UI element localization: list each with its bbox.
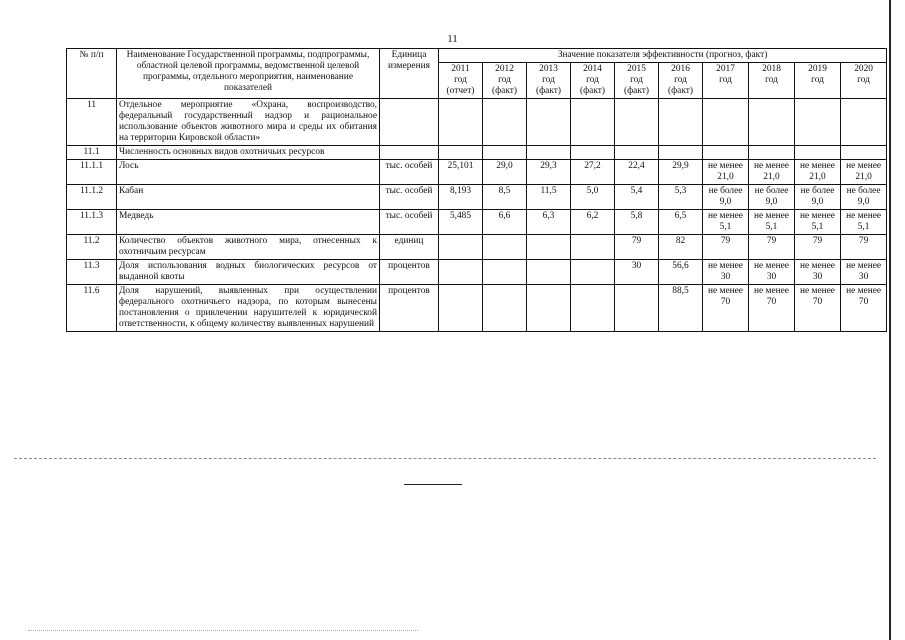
row-unit [380, 146, 439, 160]
header-year-year: 2020 [854, 64, 873, 74]
row-value [483, 146, 527, 160]
row-value [749, 146, 795, 160]
row-name: Кабан [117, 185, 380, 210]
row-number: 11.1.2 [67, 185, 117, 210]
row-value: 79 [615, 235, 659, 260]
row-value [841, 99, 887, 146]
row-value [659, 99, 703, 146]
header-year-word: год [586, 75, 599, 85]
row-value: не менее 5,1 [749, 210, 795, 235]
row-number: 11.2 [67, 235, 117, 260]
header-unit: Единица измерения [380, 49, 439, 99]
indicators-table [66, 48, 887, 332]
row-value [527, 285, 571, 332]
row-value: не менее 70 [795, 285, 841, 332]
row-value [571, 235, 615, 260]
row-value: не менее 5,1 [703, 210, 749, 235]
row-number: 11.6 [67, 285, 117, 332]
row-value: 6,6 [483, 210, 527, 235]
row-value [795, 99, 841, 146]
table-row [67, 185, 887, 210]
row-name: Доля использования водных биологических ресурсов от выданной квоты [117, 260, 380, 285]
row-value: 5,0 [571, 185, 615, 210]
row-value [439, 285, 483, 332]
row-value: 29,0 [483, 160, 527, 185]
row-value: 30 [615, 260, 659, 285]
row-name: Количество объектов животного мира, отнесенных к охотничьим ресурсам [117, 235, 380, 260]
row-number: 11.1 [67, 146, 117, 160]
header-year [615, 63, 659, 99]
header-year-note: (отчет) [446, 86, 475, 96]
row-value [483, 260, 527, 285]
header-year-year: 2017 [716, 64, 735, 74]
header-year [527, 63, 571, 99]
row-value [615, 285, 659, 332]
row-value: 29,3 [527, 160, 571, 185]
row-value: не менее 30 [703, 260, 749, 285]
page-divider-line [14, 458, 876, 459]
row-value: 79 [795, 235, 841, 260]
row-value [703, 99, 749, 146]
row-value: 79 [703, 235, 749, 260]
header-year [439, 63, 483, 99]
row-unit: тыс. особей [380, 210, 439, 235]
header-year [795, 63, 841, 99]
row-value: 11,5 [527, 185, 571, 210]
row-value: 6,5 [659, 210, 703, 235]
row-value: 5,485 [439, 210, 483, 235]
header-year-year: 2019 [808, 64, 827, 74]
row-value: не менее 30 [795, 260, 841, 285]
row-value: 79 [749, 235, 795, 260]
header-year-word: год [542, 75, 555, 85]
row-value: не более 9,0 [703, 185, 749, 210]
row-value: 5,4 [615, 185, 659, 210]
row-value: 82 [659, 235, 703, 260]
row-value: не более 9,0 [749, 185, 795, 210]
row-value [527, 235, 571, 260]
row-value: не менее 70 [703, 285, 749, 332]
row-value [703, 146, 749, 160]
row-value [571, 285, 615, 332]
table-row [67, 146, 887, 160]
header-year-year: 2015 [627, 64, 646, 74]
row-unit: процентов [380, 285, 439, 332]
header-year-year: 2012 [495, 64, 514, 74]
row-value: не менее 21,0 [703, 160, 749, 185]
table-row [67, 285, 887, 332]
row-value [571, 146, 615, 160]
row-value: 8,193 [439, 185, 483, 210]
header-year-word: год [630, 75, 643, 85]
header-year-word: год [719, 75, 732, 85]
table-row [67, 99, 887, 146]
row-unit: тыс. особей [380, 160, 439, 185]
header-year-word: год [498, 75, 511, 85]
header-year [659, 63, 703, 99]
row-value: не менее 5,1 [841, 210, 887, 235]
row-name: Отдельное мероприятие «Охрана, воспроизводство, федеральный государственный надзор и рациональное использование объектов животного мира и среды их обитания на территории Кировской области» [117, 99, 380, 146]
row-value [615, 99, 659, 146]
scan-artifact-line [28, 630, 418, 631]
header-year-note: (факт) [491, 86, 517, 96]
row-value: не более 9,0 [841, 185, 887, 210]
header-year [571, 63, 615, 99]
row-value: 6,2 [571, 210, 615, 235]
row-value [659, 146, 703, 160]
row-value: не менее 21,0 [841, 160, 887, 185]
row-value: не менее 21,0 [749, 160, 795, 185]
scan-edge-line [889, 0, 891, 640]
table-row [67, 210, 887, 235]
header-year-word: год [454, 75, 467, 85]
header-year-word: год [765, 75, 778, 85]
row-value: 88,5 [659, 285, 703, 332]
header-name: Наименование Государственной программы, подпрограммы, областной целевой программы, ведомственной целевой программы, отдельного мероприятия, наименование показателей [117, 49, 380, 99]
header-year-note: (факт) [667, 86, 693, 96]
row-unit [380, 99, 439, 146]
row-value: не менее 21,0 [795, 160, 841, 185]
row-value: 29,9 [659, 160, 703, 185]
row-value: 8,5 [483, 185, 527, 210]
row-number: 11.3 [67, 260, 117, 285]
header-year-note: (факт) [535, 86, 561, 96]
header-year [749, 63, 795, 99]
header-year-year: 2016 [671, 64, 690, 74]
row-value [483, 235, 527, 260]
row-value [527, 99, 571, 146]
row-value: 56,6 [659, 260, 703, 285]
row-value: не менее 70 [841, 285, 887, 332]
row-value [483, 99, 527, 146]
row-value [527, 146, 571, 160]
row-value [439, 146, 483, 160]
header-year-year: 2018 [762, 64, 781, 74]
header-year [841, 63, 887, 99]
table-row [67, 260, 887, 285]
row-name: Доля нарушений, выявленных при осуществлении федерального охотничьего надзора, по которым вынесены постановления о привлечении нарушителей к юридической ответственности, к общему количеству выявленных нарушений [117, 285, 380, 332]
row-name: Численность основных видов охотничьих ресурсов [117, 146, 380, 160]
table-row [67, 235, 887, 260]
row-number: 11.1.1 [67, 160, 117, 185]
row-unit: тыс. особей [380, 185, 439, 210]
header-year-word: год [811, 75, 824, 85]
row-value: 27,2 [571, 160, 615, 185]
row-name: Медведь [117, 210, 380, 235]
row-number: 11 [67, 99, 117, 146]
row-value: не менее 70 [749, 285, 795, 332]
row-value: не менее 30 [841, 260, 887, 285]
table-row [67, 160, 887, 185]
row-value [527, 260, 571, 285]
header-year-year: 2013 [539, 64, 558, 74]
row-value [571, 260, 615, 285]
header-year-note: (факт) [623, 86, 649, 96]
row-value: 79 [841, 235, 887, 260]
page-number: 11 [447, 33, 458, 45]
header-year [483, 63, 527, 99]
header-year-year: 2011 [451, 64, 470, 74]
header-year [703, 63, 749, 99]
header-year-word: год [674, 75, 687, 85]
row-value [439, 260, 483, 285]
row-unit: процентов [380, 260, 439, 285]
row-value [571, 99, 615, 146]
table-body [67, 99, 887, 332]
row-value [841, 146, 887, 160]
row-value: не менее 5,1 [795, 210, 841, 235]
row-value: 5,3 [659, 185, 703, 210]
header-year-word: год [857, 75, 870, 85]
row-value: не менее 30 [749, 260, 795, 285]
header-year-note: (факт) [579, 86, 605, 96]
header-year-year: 2014 [583, 64, 602, 74]
row-value: 6,3 [527, 210, 571, 235]
row-value: 22,4 [615, 160, 659, 185]
row-value [439, 99, 483, 146]
header-values: Значение показателя эффективности (прогноз, факт) [439, 49, 887, 63]
row-value: не более 9,0 [795, 185, 841, 210]
row-value [483, 285, 527, 332]
row-value [439, 235, 483, 260]
row-value [795, 146, 841, 160]
row-value [749, 99, 795, 146]
end-rule [404, 484, 462, 485]
row-value: 5,8 [615, 210, 659, 235]
row-value: 25,101 [439, 160, 483, 185]
row-value [615, 146, 659, 160]
row-number: 11.1.3 [67, 210, 117, 235]
row-unit: единиц [380, 235, 439, 260]
row-name: Лось [117, 160, 380, 185]
header-num: № п/п [67, 49, 117, 99]
